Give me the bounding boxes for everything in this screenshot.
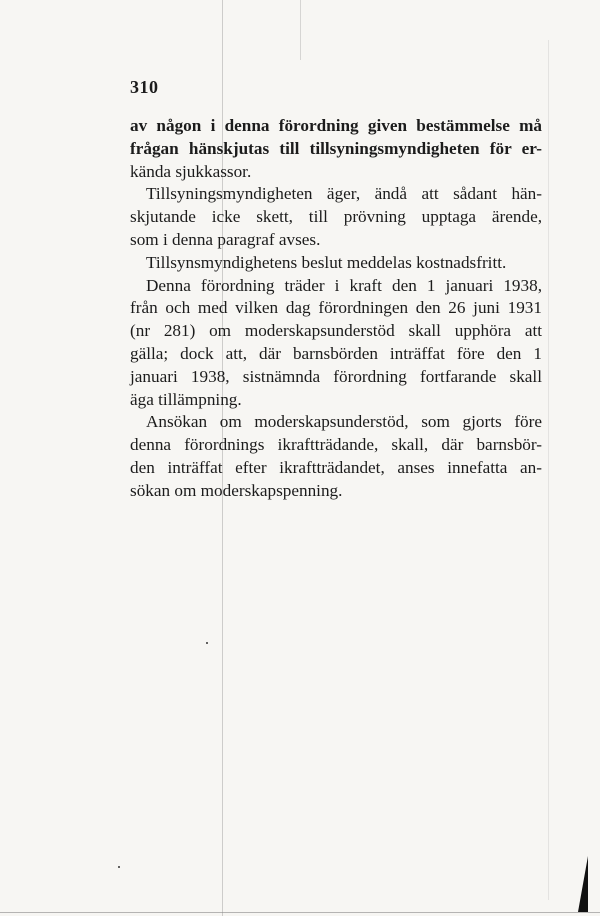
scan-artifact-line [548,40,549,900]
text-line: från och med vilken dag förordningen den 26 juni 1931 [130,298,542,318]
text-line: den inträffat efter ikraftträdandet, anses innefatta an- [130,457,542,477]
text-line: Ansökan om moderskapsunderstöd, som gjorts före [146,412,542,432]
text-line: Tillsynsmyndighetens beslut meddelas kostnadsfritt. [146,252,507,272]
text-line: frågan hänskjutas till tillsyningsmyndigheten för er- [130,138,542,158]
text-line: (nr 281) om moderskapsunderstöd skall upphöra att [130,321,542,341]
text-line: januari 1938, sistnämnda förordning fortfarande skall [130,366,542,386]
text-line: gälla; dock att, där barnsbörden inträffat före den 1 [130,343,542,363]
scan-speck [118,866,120,868]
text-line: Denna förordning träder i kraft den 1 januari 1938, [146,275,542,295]
scan-speck [206,642,208,644]
page-corner-shadow [578,856,588,912]
page-number: 310 [130,77,159,97]
text-line: kända sjukkassor. [130,161,252,181]
text-line: som i denna paragraf avses. [130,229,321,249]
text-line: äga tillämpning. [130,389,242,409]
text-line: sökan om moderskapspenning. [130,480,343,500]
text-line: denna förordnings ikraftträdande, skall, där barnsbör- [130,435,542,455]
text-line: skjutande icke skett, till prövning upptaga ärende, [130,207,542,227]
text-line: Tillsyningsmyndigheten äger, ändå att sådant hän- [146,184,542,204]
body-text [130,115,542,503]
text-line: av någon i denna förordning given bestämmelse må [130,116,542,135]
page-bottom-edge [0,912,600,913]
scan-artifact-line [300,0,301,60]
